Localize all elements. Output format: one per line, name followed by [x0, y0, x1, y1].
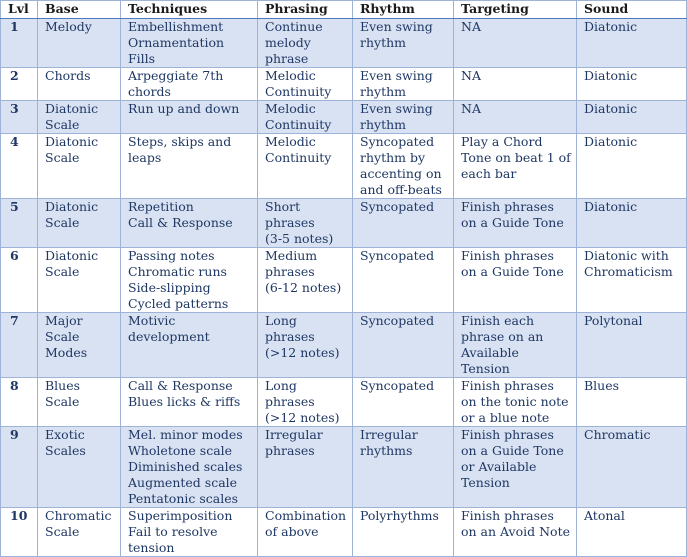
table-row — [1, 378, 687, 427]
cell-base: Melody — [38, 19, 121, 68]
cell-lvl: 9 — [1, 427, 38, 508]
cell-sound: Diatonic — [577, 199, 687, 248]
cell-lvl: 8 — [1, 378, 38, 427]
cell-phrasing: Long phrases (>12 notes) — [258, 313, 353, 378]
cell-rhythm: Syncopated — [353, 378, 454, 427]
cell-targeting: Finish each phrase on an Available Tension — [454, 313, 577, 378]
table-row — [1, 248, 687, 313]
cell-sound: Blues — [577, 378, 687, 427]
table-row — [1, 68, 687, 101]
cell-base: Diatonic Scale — [38, 134, 121, 199]
table-row — [1, 101, 687, 134]
cell-techniques: Repetition Call & Response — [121, 199, 258, 248]
cell-sound: Diatonic — [577, 68, 687, 101]
cell-base: Diatonic Scale — [38, 199, 121, 248]
cell-lvl: 3 — [1, 101, 38, 134]
cell-techniques: Run up and down — [121, 101, 258, 134]
cell-targeting: Finish phrases on a Guide Tone or Available Tension — [454, 427, 577, 508]
cell-techniques: Embellishment Ornamentation Fills — [121, 19, 258, 68]
cell-rhythm: Even swing rhythm — [353, 19, 454, 68]
cell-targeting: Play a Chord Tone on beat 1 of each bar — [454, 134, 577, 199]
cell-techniques: Steps, skips and leaps — [121, 134, 258, 199]
cell-targeting: Finish phrases on a Guide Tone — [454, 248, 577, 313]
cell-rhythm: Irregular rhythms — [353, 427, 454, 508]
cell-targeting: Finish phrases on a Guide Tone — [454, 199, 577, 248]
table-row — [1, 313, 687, 378]
header-phrasing: Phrasing — [258, 1, 353, 19]
cell-rhythm: Polyrhythms — [353, 508, 454, 557]
cell-rhythm: Even swing rhythm — [353, 68, 454, 101]
cell-sound: Diatonic with Chromaticism — [577, 248, 687, 313]
cell-base: Chords — [38, 68, 121, 101]
header-row — [1, 1, 687, 19]
cell-base: Chromatic Scale — [38, 508, 121, 557]
cell-phrasing: Irregular phrases — [258, 427, 353, 508]
cell-targeting: Finish phrases on the tonic note or a blue note — [454, 378, 577, 427]
header-lvl: Lvl — [1, 1, 38, 19]
cell-phrasing: Long phrases (>12 notes) — [258, 378, 353, 427]
cell-base: Major Scale Modes — [38, 313, 121, 378]
table-row — [1, 508, 687, 557]
cell-rhythm: Syncopated — [353, 248, 454, 313]
cell-sound: Atonal — [577, 508, 687, 557]
cell-sound: Polytonal — [577, 313, 687, 378]
cell-targeting: NA — [454, 101, 577, 134]
cell-rhythm: Even swing rhythm — [353, 101, 454, 134]
cell-sound: Chromatic — [577, 427, 687, 508]
cell-sound: Diatonic — [577, 101, 687, 134]
cell-techniques: Mel. minor modes Wholetone scale Diminished scales Augmented scale Pentatonic scales — [121, 427, 258, 508]
cell-techniques: Passing notes Chromatic runs Side-slipping Cycled patterns — [121, 248, 258, 313]
cell-phrasing: Short phrases (3-5 notes) — [258, 199, 353, 248]
cell-lvl: 1 — [1, 19, 38, 68]
table-row — [1, 427, 687, 508]
cell-phrasing: Melodic Continuity — [258, 101, 353, 134]
cell-base: Diatonic Scale — [38, 101, 121, 134]
table-row — [1, 19, 687, 68]
cell-rhythm: Syncopated — [353, 199, 454, 248]
cell-techniques: Call & Response Blues licks & riffs — [121, 378, 258, 427]
header-rhythm: Rhythm — [353, 1, 454, 19]
cell-techniques: Motivic development — [121, 313, 258, 378]
header-base: Base — [38, 1, 121, 19]
header-targeting: Targeting — [454, 1, 577, 19]
cell-lvl: 2 — [1, 68, 38, 101]
cell-lvl: 4 — [1, 134, 38, 199]
header-techniques: Techniques — [121, 1, 258, 19]
cell-phrasing: Melodic Continuity — [258, 68, 353, 101]
cell-targeting: Finish phrases on an Avoid Note — [454, 508, 577, 557]
cell-base: Diatonic Scale — [38, 248, 121, 313]
cell-lvl: 10 — [1, 508, 38, 557]
table-row — [1, 134, 687, 199]
cell-base: Exotic Scales — [38, 427, 121, 508]
cell-lvl: 7 — [1, 313, 38, 378]
cell-lvl: 6 — [1, 248, 38, 313]
table-row — [1, 199, 687, 248]
cell-sound: Diatonic — [577, 134, 687, 199]
cell-phrasing: Combination of above — [258, 508, 353, 557]
cell-sound: Diatonic — [577, 19, 687, 68]
cell-targeting: NA — [454, 19, 577, 68]
cell-base: Blues Scale — [38, 378, 121, 427]
cell-techniques: Arpeggiate 7th chords — [121, 68, 258, 101]
cell-phrasing: Melodic Continuity — [258, 134, 353, 199]
cell-targeting: NA — [454, 68, 577, 101]
cell-rhythm: Syncopated — [353, 313, 454, 378]
cell-rhythm: Syncopated rhythm by accenting on and off-beats — [353, 134, 454, 199]
cell-lvl: 5 — [1, 199, 38, 248]
cell-techniques: Superimposition Fail to resolve tension — [121, 508, 258, 557]
header-sound: Sound — [577, 1, 687, 19]
cell-phrasing: Medium phrases (6-12 notes) — [258, 248, 353, 313]
cell-phrasing: Continue melody phrase — [258, 19, 353, 68]
